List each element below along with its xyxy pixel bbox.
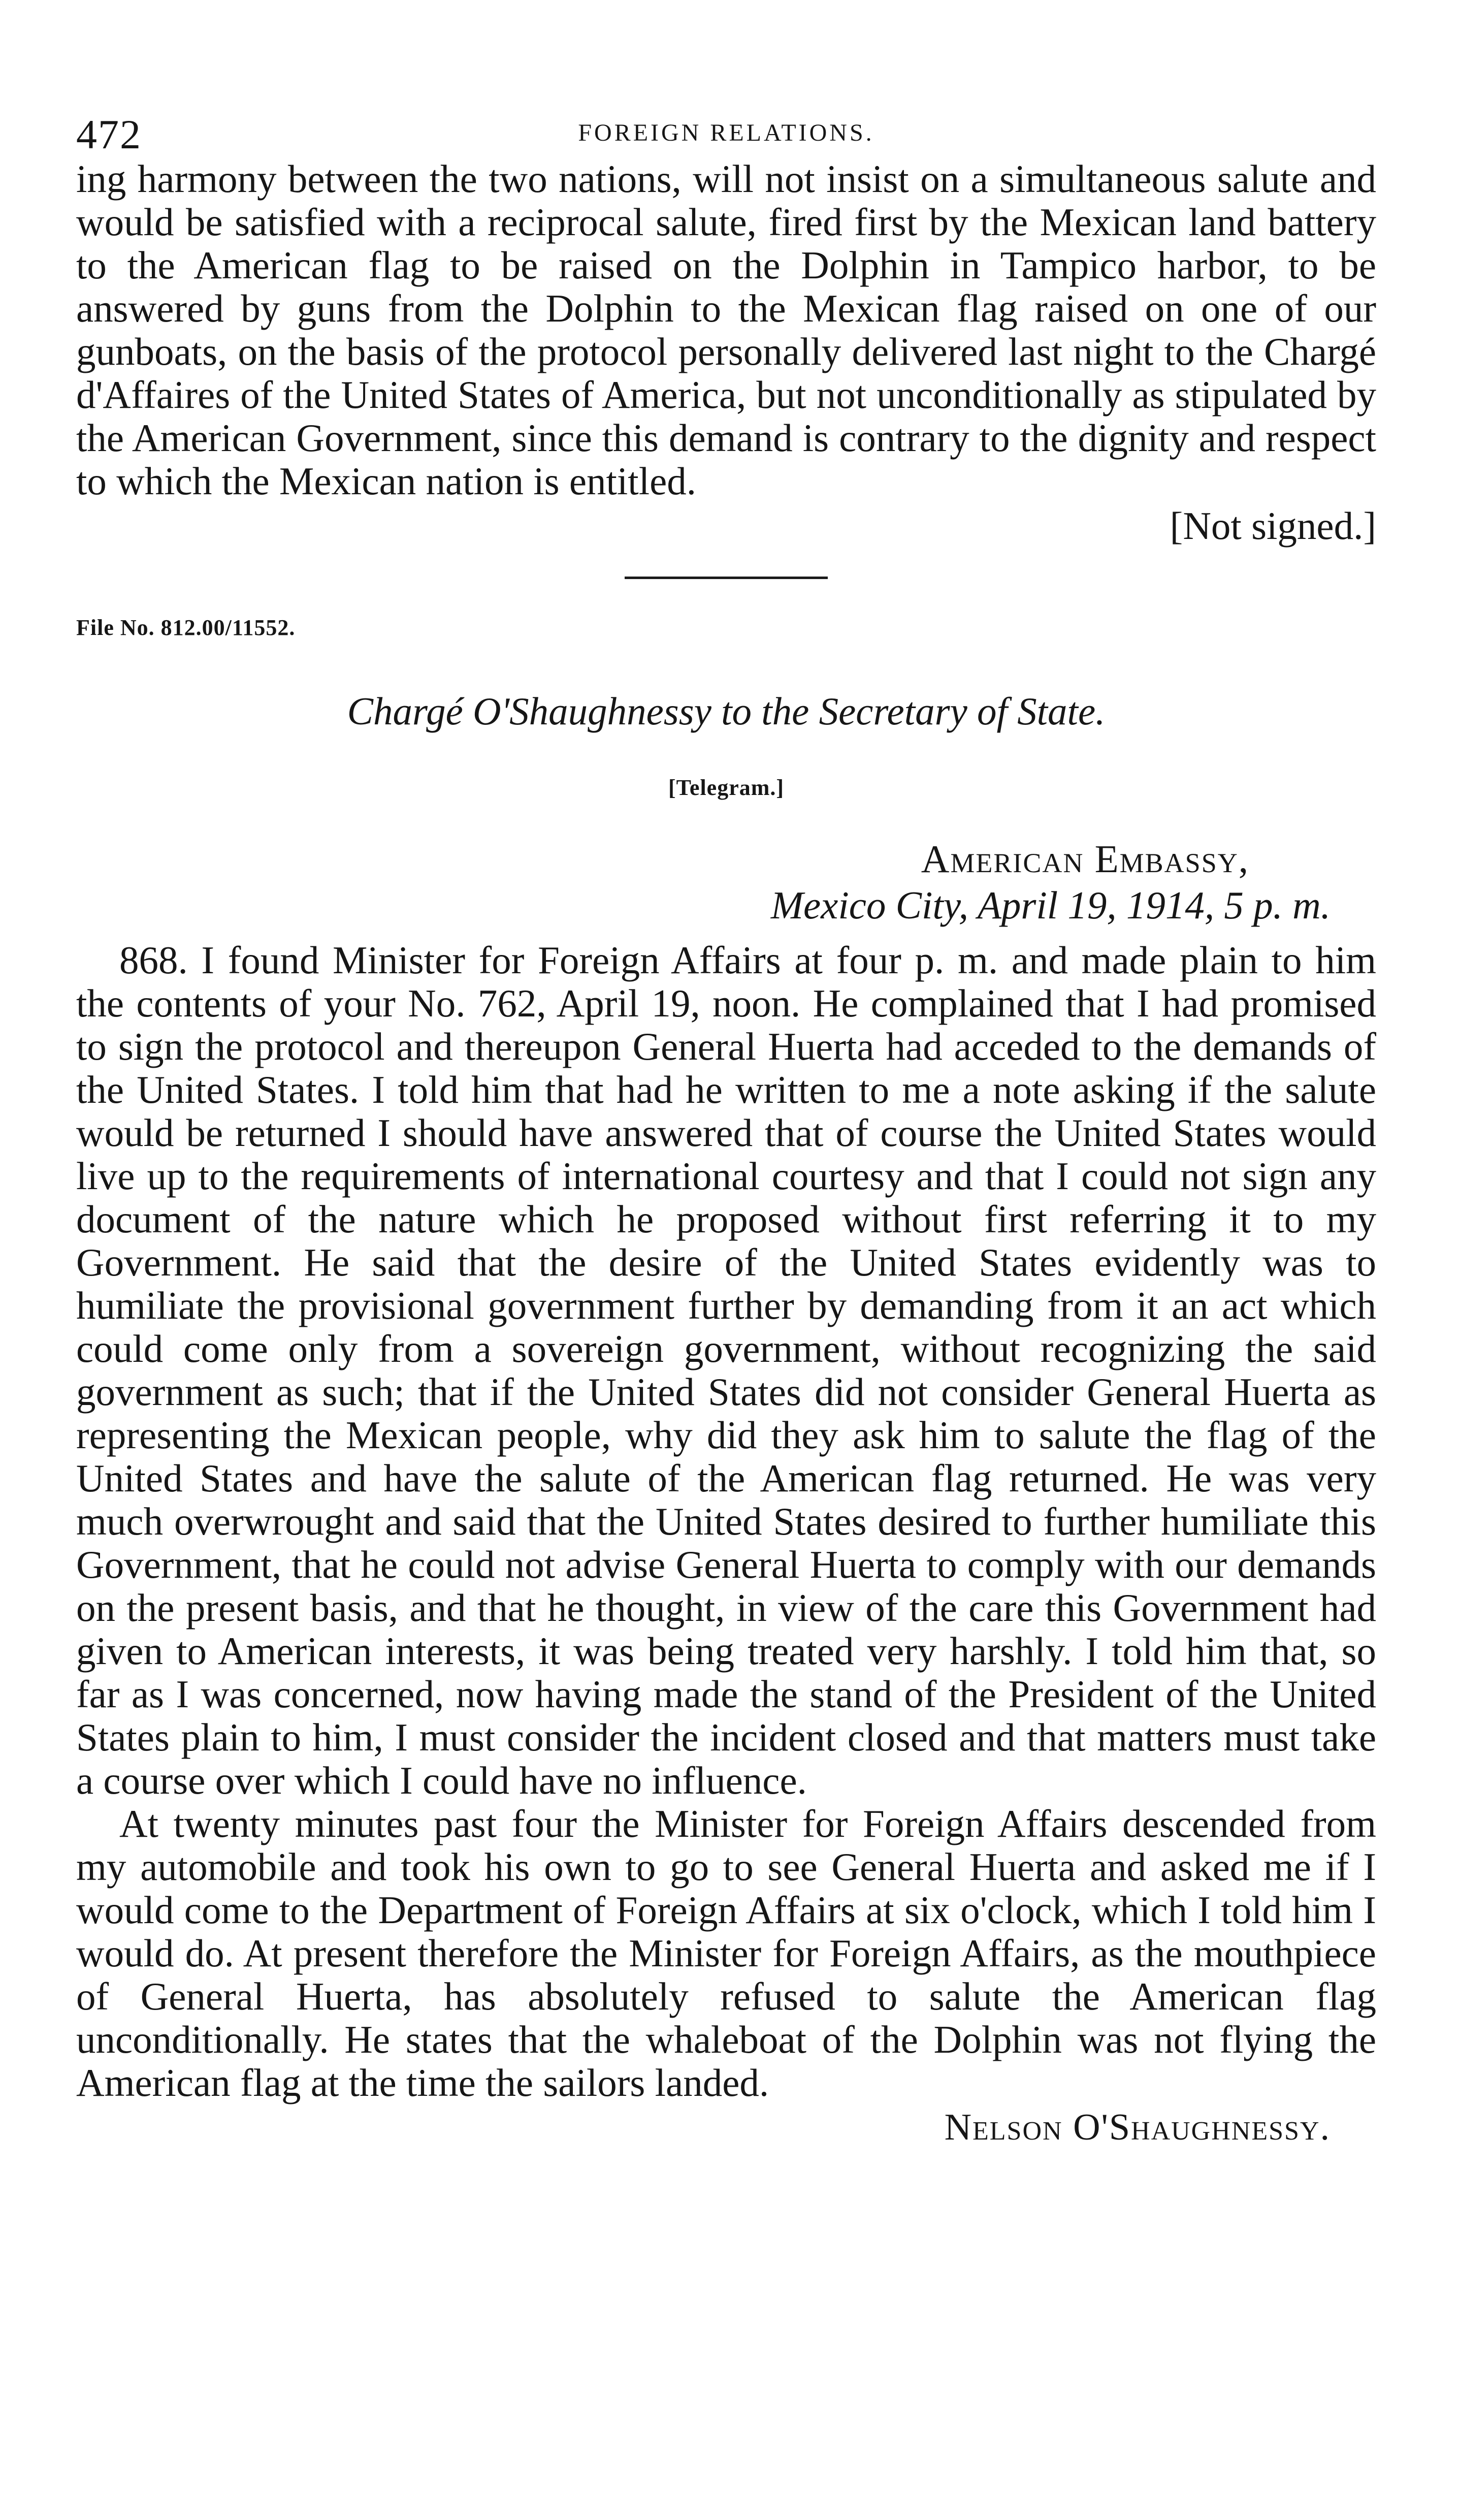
dateline-date: Mexico City, April 19, 1914, 5 p. m.: [770, 883, 1331, 927]
body-paragraph-2: At twenty minutes past four the Minister for Foreign Affairs descended from my automobile and took his own to go to see General Huerta and asked me if I would come to the Department of Foreign Affairs at six o'clock, which I told him I would do. At present therefore the Minister for Foreign Affairs, as the mouthpiece of General Huerta, has absolutely refused to salute the American flag unconditionally. He states that the whaleboat of the Dolphin was not flying the American flag at the time the sailors landed.: [76, 1802, 1376, 2104]
body-paragraph-1: 868. I found Minister for Foreign Affairs at four p. m. and made plain to him the contents of your No. 762, April 19, noon. He complained that I had promised to sign the protocol and thereupon General Huerta had acceded to the demands of the United States. I told him that had he written to me a note asking if the salute would be returned I should have answered that of course the United States would live up to the requirements of international courtesy and that I could not sign any document of the nature which he proposed without first referring it to my Government. He said that the desire of the United States evidently was to humiliate the provisional government further by demanding from it an act which could come only from a sovereign government, without recognizing the said government as such; that if the United States did not consider General Huerta as representing the Mexican people, why did they ask him to salute the flag of the United States and have the salute of the American flag returned. He was very much overwrought and said that the United States desired to further humiliate this Government, that he could not advise General Huerta to comply with our demands on the present basis, and that he thought, in view of the care this Government had given to American interests, it was being treated very harshly. I told him that, so far as I was concerned, now having made the stand of the President of the United States plain to him, I must consider the incident closed and that matters must take a course over which I could have no influence.: [76, 938, 1376, 1802]
document-heading: Chargé O'Shaughnessy to the Secretary of State.: [347, 689, 1106, 733]
section-divider: [625, 577, 828, 579]
running-header: [76, 102, 1376, 157]
telegram-label: [Telegram.]: [668, 775, 785, 800]
not-signed-note: [Not signed.]: [1170, 504, 1376, 548]
running-title: FOREIGN RELATIONS.: [578, 119, 874, 146]
file-number: File No. 812.00/11552.: [76, 615, 296, 640]
dateline: [76, 836, 1376, 929]
page-number: 472: [76, 111, 142, 157]
continuation-paragraph: ing harmony between the two nations, will not insist on a simultaneous salute and would be satisfied with a reciprocal salute, fired first by the Mexican land battery to the American flag to be raised on the Dolphin in Tampico harbor, to be answered by guns from the Dolphin to the Mexican flag raised on one of our gunboats, on the basis of the protocol personally delivered last night to the Chargé d'Affaires of the United States of America, but not unconditionally as stipulated by the American Government, since this demand is contrary to the dignity and respect to which the Mexican nation is entitled.: [76, 157, 1376, 503]
document-page: [76, 102, 1376, 2150]
dateline-place: American Embassy,: [921, 837, 1249, 881]
signature: Nelson O'Shaughnessy.: [944, 2107, 1331, 2148]
